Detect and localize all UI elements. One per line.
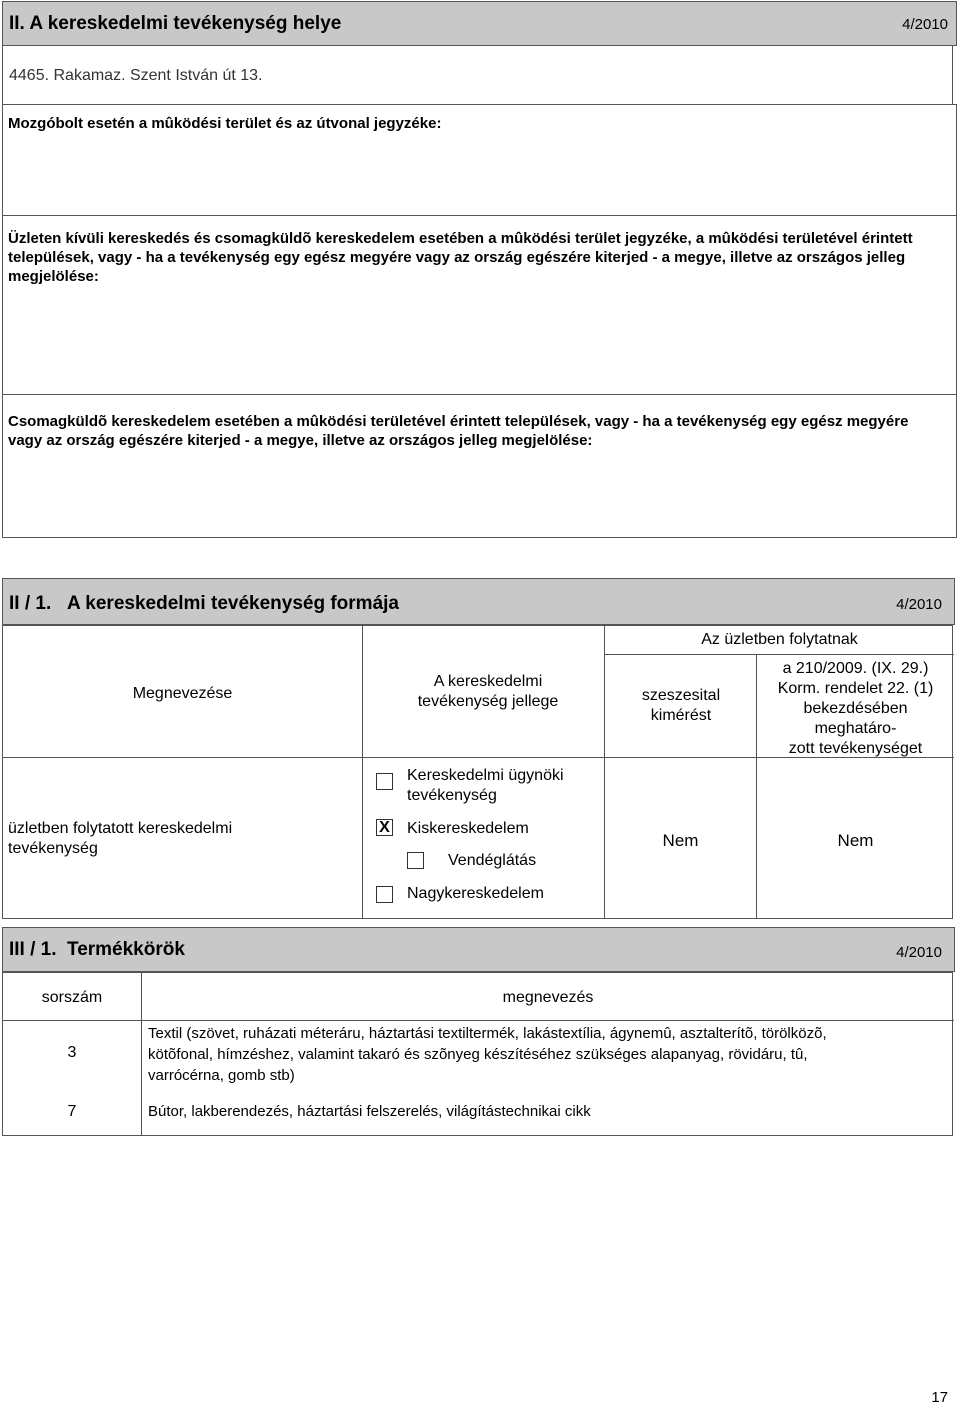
section-header (2, 927, 955, 972)
table-row-num: 3 (67, 1044, 77, 1061)
col-rendelet-line: meghatáro- (814, 720, 897, 737)
checkbox-ugynoki[interactable] (376, 773, 393, 790)
checkbox-nagykereskedelem[interactable] (376, 886, 393, 903)
section-title: A kereskedelmi tevékenység formája (67, 593, 399, 614)
col-rendelet-line: bekezdésében (803, 700, 908, 717)
col-header-group: Az üzletben folytatnak (701, 631, 858, 648)
row-label: üzletben folytatott kereskedelmi tevékenység (8, 820, 233, 857)
uzleten-kivuli-box (2, 215, 957, 395)
col-rendelet-line: Korm. rendelet 22. (1) (777, 680, 934, 697)
rendelet-value: Nem (837, 831, 874, 850)
mozgobolt-box (2, 104, 957, 216)
checkbox-vendeglatas[interactable] (407, 852, 424, 869)
address-value: 4465. Rakamaz. Szent István út 13. (9, 67, 263, 84)
table-row-text: Bútor, lakberendezés, háztartási felszerelés, világítástechnikai cikk (148, 1103, 591, 1120)
section-date: 4/2010 (896, 596, 942, 613)
szeszesital-value: Nem (662, 831, 699, 850)
section-header (2, 578, 955, 625)
option-vendeglatas-label: Vendéglátás (448, 852, 537, 869)
checkbox-kiskereskedelem[interactable]: X (376, 819, 393, 836)
mozgobolt-label: Mozgóbolt esetén a mûködési terület és az útvonal jegyzéke: (8, 115, 442, 132)
option-kiskereskedelem-label: Kiskereskedelem (407, 820, 529, 837)
option-ugynoki-label: Kereskedelmi ügynöki tevékenység (407, 767, 564, 804)
col-sorszam: sorszám (41, 989, 103, 1006)
col-rendelet-line: zott tevékenységet (788, 740, 923, 757)
col-rendelet-line: a 210/2009. (IX. 29.) (782, 660, 929, 677)
csomagkuldo-box (2, 394, 957, 538)
table-row-text: Textil (szövet, ruházati méteráru, háztartási textiltermék, lakástextília, ágynemû, asztalterítõ, törölközõ, kötõfonal, hímzéshez, valamint takaró és szõnyeg készítéséhez szükséges alapanyag, rövidáru, tû, varrócérna, gomb stb) (148, 1025, 827, 1084)
forma-table (2, 625, 953, 919)
section-title: Termékkörök (67, 939, 185, 960)
page-number: 17 (931, 1389, 948, 1406)
col-megnevezese: Megnevezése (132, 685, 233, 702)
col-rendelet (757, 659, 954, 759)
termekkorok-table (2, 972, 953, 1136)
address-box (2, 45, 953, 105)
section-prefix: III / 1. (9, 939, 57, 960)
uzleten-kivuli-label: Üzleten kívüli kereskedés és csomagküldõ kereskedelem esetében a mûködési terület jegyzéke, a mûködési területével érintett települések, vagy - ha a tevékenység egy egész megyére vagy az ország egészére kiterjed - a megye, illetve az országos jelleg megjelölése: (8, 230, 913, 285)
col-jellege: A kereskedelmi tevékenység jellege (417, 673, 559, 710)
csomagkuldo-label: Csomagküldõ kereskedelem esetében a mûködési területével érintett települések, vagy - ha a tevékenység egy egész megyére vagy az ország egészére kiterjed - a megye, illetve az országos jelleg megjelölése: (8, 413, 909, 449)
section-date: 4/2010 (896, 944, 942, 961)
section-header (2, 1, 957, 46)
col-szeszesital: szeszesital kimérést (641, 687, 721, 724)
table-row-num: 7 (67, 1103, 77, 1120)
section-date: 4/2010 (902, 16, 948, 33)
section-prefix: II / 1. (9, 593, 52, 614)
section-title: II. A kereskedelmi tevékenység helye (9, 13, 342, 34)
col-megnevezes: megnevezés (502, 989, 594, 1006)
option-nagykereskedelem-label: Nagykereskedelem (407, 885, 544, 902)
